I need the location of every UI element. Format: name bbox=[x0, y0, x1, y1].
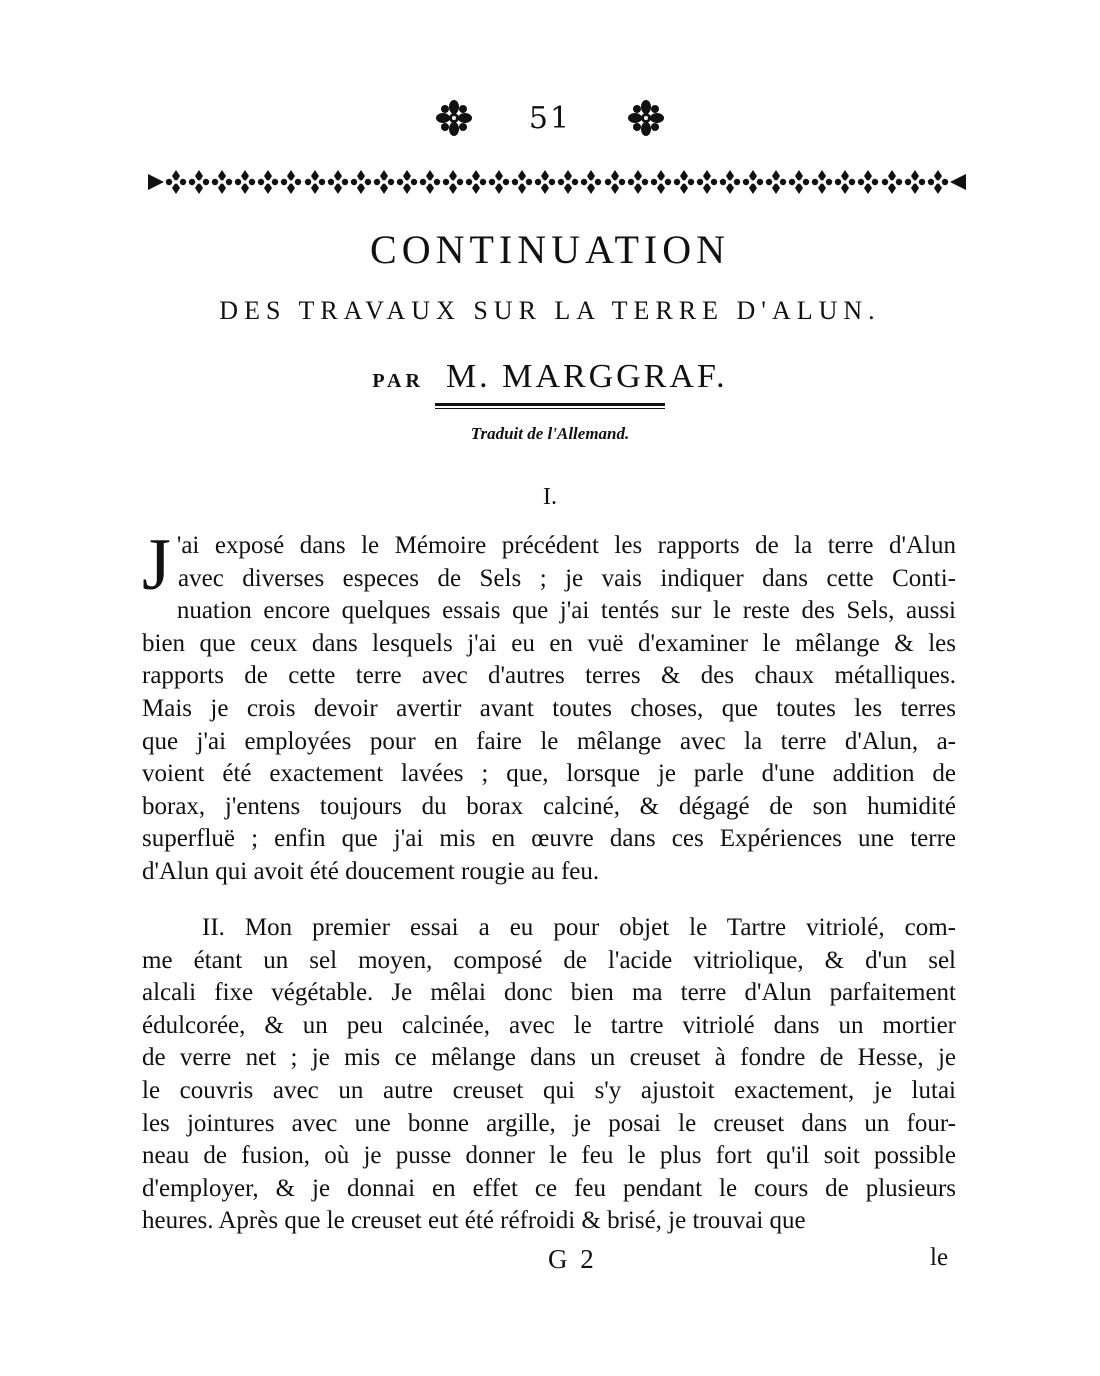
text-line: d'Alun qui avoit été doucement rougie au feu. bbox=[142, 857, 600, 885]
fleuron bbox=[442, 169, 464, 195]
fleuron bbox=[488, 169, 510, 195]
text-line: heures. Après que le creuset eut été réfroidi & brisé, je trouvai que bbox=[142, 1207, 806, 1235]
author-prefix: PAR bbox=[372, 370, 424, 392]
fleuron bbox=[673, 169, 695, 195]
fleuron bbox=[650, 169, 672, 195]
fleuron bbox=[511, 169, 533, 195]
fleuron bbox=[719, 169, 741, 195]
fleuron bbox=[373, 169, 395, 195]
text-line: de verre net ; je mis ce mêlange dans un creuset à fondre de Hesse, je bbox=[142, 1044, 956, 1072]
text-line: Mais je crois devoir avertir avant toutes choses, que toutes les terres bbox=[142, 694, 956, 722]
text-line: édulcorée, & un peu calcinée, avec le tartre vitriolé dans un mortier bbox=[142, 1011, 956, 1039]
text-line: rapports de cette terre avec d'autres terres & des chaux métalliques. bbox=[142, 662, 956, 690]
author-name: M. MARGGRAF. bbox=[445, 358, 728, 395]
text-line: bien que ceux dans lesquels j'ai eu en vuë d'examiner le mêlange & les bbox=[142, 629, 956, 657]
fleuron bbox=[857, 169, 879, 195]
article-subtitle: DES TRAVAUX SUR LA TERRE D'ALUN. bbox=[219, 296, 881, 325]
text-line: d'employer, & je donnai en effet ce feu pendant le cours de plusieurs bbox=[142, 1174, 956, 1202]
fleuron bbox=[419, 169, 441, 195]
signature-mark: G 2 bbox=[548, 1244, 597, 1274]
title-rule bbox=[435, 403, 665, 406]
fleuron bbox=[534, 169, 556, 195]
fleuron bbox=[927, 169, 949, 195]
fleuron bbox=[165, 169, 187, 195]
band-end-right bbox=[950, 172, 966, 192]
fleuron bbox=[257, 169, 279, 195]
fleuron bbox=[557, 169, 579, 195]
text-line: borax, j'entens toujours du borax calciné, & dégagé de son humidité bbox=[142, 792, 956, 820]
text-line: que j'ai employées pour en faire le mêlange avec la terre d'Alun, a- bbox=[142, 727, 956, 755]
page-header bbox=[0, 100, 1100, 136]
article-title: CONTINUATION bbox=[370, 227, 730, 272]
fleuron bbox=[904, 169, 926, 195]
catchword: le bbox=[930, 1244, 949, 1271]
translation-note: Traduit de l'Allemand. bbox=[470, 424, 630, 443]
text-line: nuation encore quelques essais que j'ai tentés sur le reste des Sels, aussi bbox=[176, 597, 956, 625]
fleuron bbox=[580, 169, 602, 195]
fleuron bbox=[834, 169, 856, 195]
drop-cap: J bbox=[142, 524, 171, 606]
fleuron bbox=[327, 169, 349, 195]
fleuron bbox=[350, 169, 372, 195]
text-line: avec diverses especes de Sels ; je vais indiquer dans cette Conti- bbox=[178, 564, 956, 592]
page-number: 51 bbox=[528, 100, 572, 136]
author-line bbox=[0, 358, 1100, 396]
fleuron bbox=[304, 169, 326, 195]
flower-ornament-icon bbox=[435, 100, 473, 136]
fleuron bbox=[696, 169, 718, 195]
text-line: me étant un sel moyen, composé de l'acide vitriolique, & d'un sel bbox=[142, 946, 956, 974]
paragraph-1 bbox=[142, 524, 956, 889]
fleuron bbox=[604, 169, 626, 195]
fleuron bbox=[188, 169, 210, 195]
fleuron bbox=[742, 169, 764, 195]
band-end-left bbox=[148, 172, 164, 192]
fleuron bbox=[211, 169, 233, 195]
fleuron bbox=[765, 169, 787, 195]
flower-ornament-icon bbox=[627, 100, 665, 136]
fleuron bbox=[881, 169, 903, 195]
fleuron bbox=[465, 169, 487, 195]
section-number: I. bbox=[543, 484, 557, 510]
fleuron-band-icon bbox=[148, 168, 966, 196]
text-line: voient été exactement lavées ; que, lorsque je parle d'une addition de bbox=[142, 760, 956, 788]
text-line: le couvris avec un autre creuset qui s'y ajustoit exactement, je lutai bbox=[142, 1076, 956, 1104]
text-line: neau de fusion, où je pusse donner le feu le plus fort qu'il soit possible bbox=[142, 1142, 956, 1170]
fleuron bbox=[811, 169, 833, 195]
fleuron bbox=[788, 169, 810, 195]
text-line: II. Mon premier essai a eu pour objet le Tartre vitriolé, com- bbox=[202, 914, 956, 941]
paragraph-2 bbox=[142, 912, 956, 1238]
fleuron bbox=[396, 169, 418, 195]
text-line: 'ai exposé dans le Mémoire précédent les rapports de la terre d'Alun bbox=[176, 532, 956, 559]
fleuron bbox=[627, 169, 649, 195]
text-line: les jointures avec une bonne argille, je posai le creuset dans un four- bbox=[142, 1109, 956, 1137]
text-line: alcali fixe végétable. Je mêlai donc bien ma terre d'Alun parfaitement bbox=[142, 979, 956, 1007]
fleuron bbox=[234, 169, 256, 195]
fleuron bbox=[280, 169, 302, 195]
text-line: superfluë ; enfin que j'ai mis en œuvre dans ces Expériences une terre bbox=[142, 825, 956, 853]
